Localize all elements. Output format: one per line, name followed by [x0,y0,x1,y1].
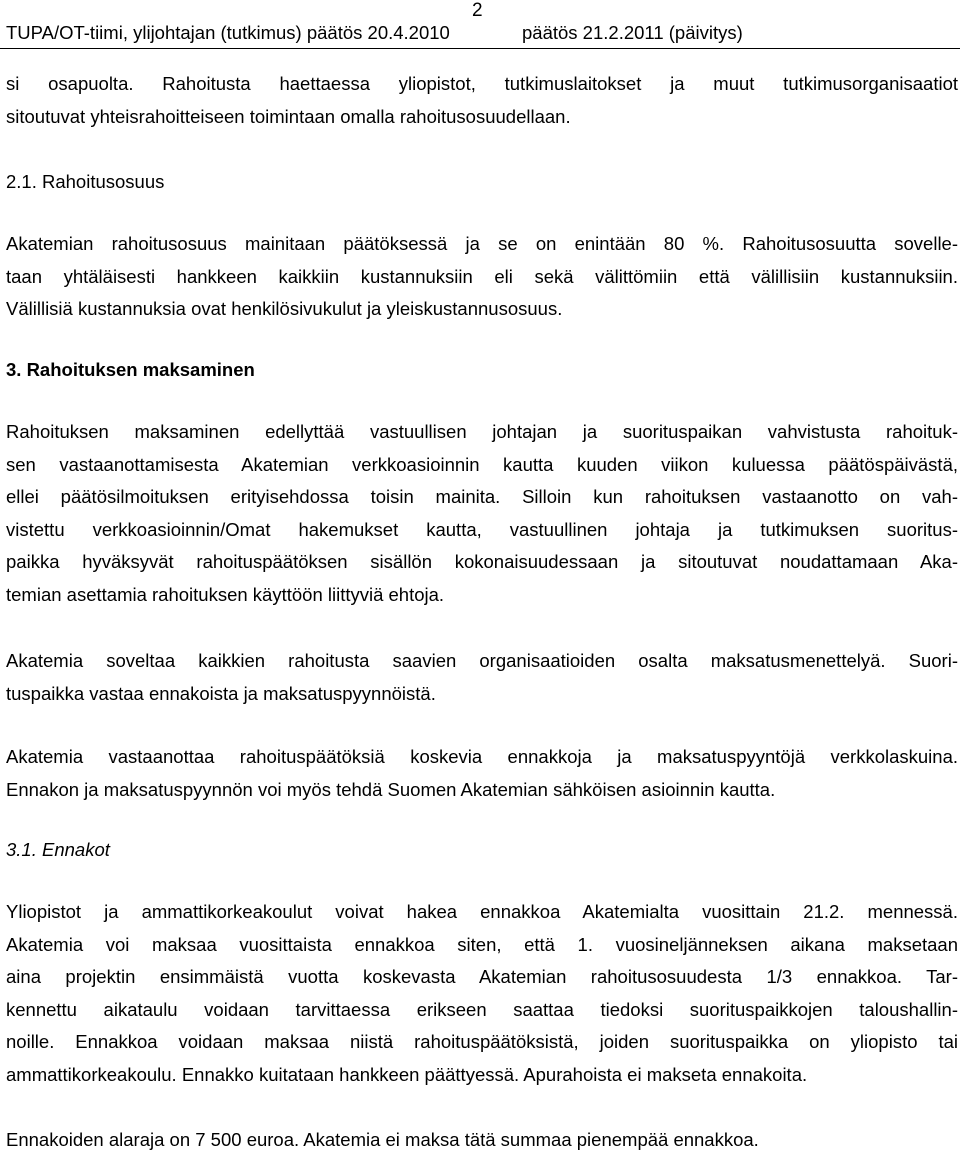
text-line: ellei päätösilmoituksen erityisehdossa toisin mainita. Silloin kun rahoituksen vastaanotto on vah- [6,486,958,508]
text-line: Akatemia soveltaa kaikkien rahoitusta saavien organisaatioiden osalta maksatusmenettelyä. Suori- [6,650,958,671]
section-heading-3: 3. Rahoituksen maksaminen [6,359,255,380]
text-line: Ennakoiden alaraja on 7 500 euroa. Akatemia ei maksa tätä summaa pienempää ennakkoa. [6,1129,759,1150]
section-heading-2-1: 2.1. Rahoitusosuus [6,171,165,192]
text-line: Akatemian rahoitusosuus mainitaan päätöksessä ja se on enintään 80 %. Rahoitusosuutta sovelle- [6,233,958,254]
text-line: tuspaikka vastaa ennakoista ja maksatuspyynnöistä. [6,682,436,704]
paragraph-ennakot [6,896,958,1092]
text-line: ammattikorkeakoulu. Ennakko kuitataan hankkeen päättyessä. Apurahoista ei makseta ennakoita. [6,1063,808,1085]
header-left: TUPA/OT-tiimi, ylijohtajan (tutkimus) päätös 20.4.2010 [6,22,450,43]
text-line: aina projektin ensimmäistä vuotta koskevasta Akatemian rahoitusosuudesta 1/3 ennakkoa. Tar- [6,966,958,988]
paragraph-maksaminen [6,416,958,612]
text-line: vistettu verkkoasioinnin/Omat hakemukset kautta, vastuullinen johtaja ja tutkimuksen suoritus- [6,518,958,540]
page-number: 2 [472,0,483,21]
text-line: Yliopistot ja ammattikorkeakoulut voivat hakea ennakkoa Akatemialta vuosittain 21.2. mennessä. [6,901,958,922]
text-line: Ennakon ja maksatuspyynnön voi myös tehdä Suomen Akatemian sähköisen asioinnin kautta. [6,778,776,800]
text-line: Akatemia voi maksaa vuosittaista ennakkoa siten, että 1. vuosineljänneksen aikana maksetaan [6,933,958,955]
text-line: paikka hyväksyvät rahoituspäätöksen sisällön kokonaisuudessaan ja sitoutuvat noudattamaan Aka- [6,551,958,573]
text-line: kennettu aikataulu voidaan tarvittaessa erikseen saattaa tiedoksi suorituspaikkojen taloushallin- [6,998,958,1020]
paragraph-verkkolaskut [6,741,958,806]
header-rule [0,48,960,49]
text-line: temian asettamia rahoituksen käyttöön liittyviä ehtoja. [6,583,445,605]
text-line: sitoutuvat yhteisrahoitteiseen toimintaan omalla rahoitusosuudellaan. [6,105,571,127]
header-right: päätös 21.2.2011 (päivitys) [522,22,743,43]
text-line: Rahoituksen maksaminen edellyttää vastuullisen johtajan ja suorituspaikan vahvistusta rahoituk- [6,421,958,442]
paragraph-alaraja [6,1124,958,1157]
text-line: Välillisiä kustannuksia ovat henkilösivukulut ja yleiskustannusosuus. [6,298,563,320]
text-line: sen vastaanottamisesta Akatemian verkkoasioinnin kautta kuuden viikon kuluessa päätöspäivästä, [6,453,958,475]
paragraph-rahoitusosuus [6,228,958,326]
section-heading-3-1: 3.1. Ennakot [6,839,110,860]
paragraph-intro [6,68,958,133]
text-line: taan yhtäläisesti hankkeen kaikkiin kustannuksiin eli sekä välittömiin että välillisiin kustannuksiin. [6,265,958,287]
text-line: noille. Ennakkoa voidaan maksaa niistä rahoituspäätöksistä, joiden suorituspaikka on yliopisto tai [6,1031,958,1053]
text-line: Akatemia vastaanottaa rahoituspäätöksiä koskevia ennakkoja ja maksatuspyyntöjä verkkolaskuina. [6,746,958,767]
text-line: si osapuolta. Rahoitusta haettaessa yliopistot, tutkimuslaitokset ja muut tutkimusorganisaatiot [6,73,958,94]
paragraph-maksatusmenettely [6,645,958,710]
